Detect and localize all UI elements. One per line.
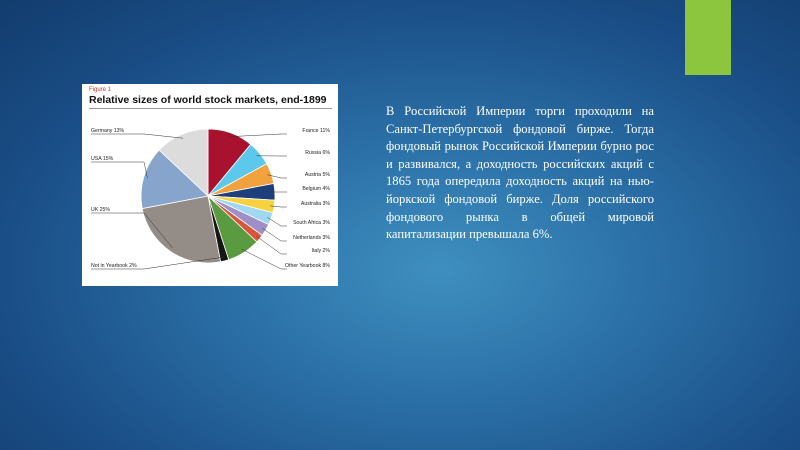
slice-label: Belgium 4% bbox=[302, 186, 330, 192]
figure-card bbox=[82, 84, 338, 286]
leader-line bbox=[242, 249, 287, 269]
leader-line bbox=[229, 134, 287, 137]
figure-label: Figure 1 bbox=[89, 87, 112, 93]
slide-body-text: В Российской Империи торги проходили на Санкт-Петербургской фондовой бирже. Тогда фондовый рынок Российской Империи бурно рос и развивался, а доходность российских акций с 1865 года опередила доходность акций на нью-йоркской фондовой бирже. Доля российского фондового рынка в общей мировой капитализации превышала 6%. bbox=[386, 104, 654, 242]
slice-label: France 11% bbox=[302, 128, 330, 134]
slice-label: Other Yearbook 8% bbox=[285, 263, 330, 269]
leader-line bbox=[257, 236, 288, 254]
slice-label: USA 15% bbox=[91, 156, 114, 162]
accent-bar bbox=[685, 0, 731, 75]
pie-chart bbox=[82, 84, 338, 286]
chart-title: Relative sizes of world stock markets, end-1899 bbox=[89, 94, 327, 106]
slice-label: Germany 13% bbox=[91, 128, 125, 134]
slice-label: Australia 3% bbox=[300, 201, 330, 207]
slice-label: South Africa 3% bbox=[293, 220, 330, 226]
slice-label: Netherlands 3% bbox=[293, 235, 330, 241]
slice-label: Italy 2% bbox=[311, 248, 330, 254]
slice-label: Not in Yearbook 2% bbox=[91, 263, 137, 269]
slice-label: Russia 6% bbox=[305, 150, 330, 156]
slice-label: UK 25% bbox=[91, 207, 111, 213]
slice-label: Austria 5% bbox=[304, 172, 330, 178]
leader-line bbox=[91, 162, 148, 178]
leader-line bbox=[91, 134, 183, 138]
